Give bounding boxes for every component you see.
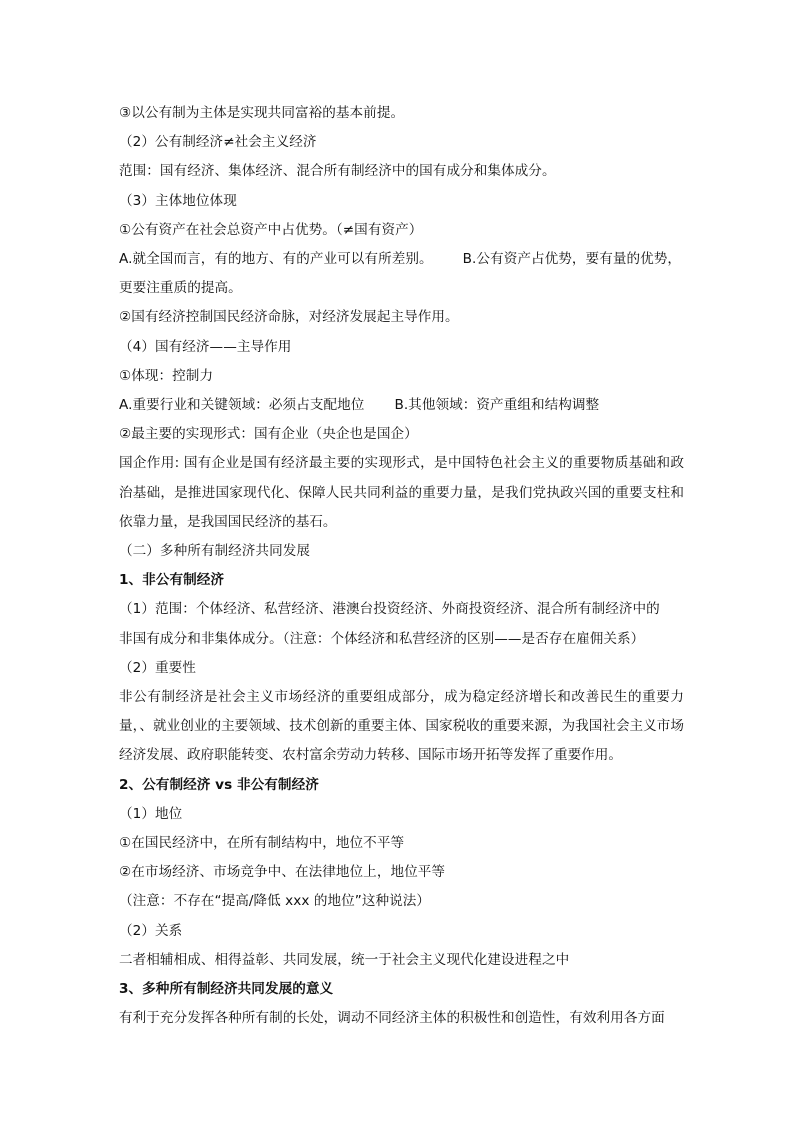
text-line: 非国有成分和非集体成分。（注意：个体经济和私营经济的区别——是否存在雇佣关系） <box>119 630 645 647</box>
section-heading: （2）关系 <box>119 922 183 939</box>
section-heading: （1）地位 <box>119 805 183 822</box>
text-line: 范围：国有经济、集体经济、混合所有制经济中的国有成分和集体成分。 <box>119 163 556 180</box>
note-line: （注意：不存在“提高/降低 xxx 的地位”这种说法） <box>119 893 431 910</box>
text-line: ①在国民经济中，在所有制结构中，地位不平等 <box>119 835 405 852</box>
section-heading: （二）多种所有制经济共同发展 <box>119 543 311 560</box>
subsection-heading: 3、多种所有制经济共同发展的意义 <box>119 981 334 998</box>
text-line: ①体现：控制力 <box>119 367 214 384</box>
paragraph-soe-role: 国企作用: 国有企业是国有经济最主要的实现形式，是中国特色社会主义的重要物质基础和政治基础，是推进国家现代化、保障人民共同利益的重要力量，是我们党执政兴国的重要支柱和依靠力量，是我国国民经济的基石。 <box>119 455 684 530</box>
point-b: B.其他领域：资产重组和结构调整 <box>394 397 600 414</box>
paragraph-importance: 非公有制经济是社会主义市场经济的重要组成部分，成为稳定经济增长和改善民生的重要力量，、就业创业的主要领域、技术创新的重要主体、国家税收的重要来源，为我国社会主义市场经济发展、政府职能转变、农村富余劳动力转移、国际市场开拓等发挥了重要作用。 <box>119 689 684 764</box>
point-b: B.公有资产占优势，要有量的优势， <box>462 251 682 268</box>
section-heading: （2）公有制经济≠社会主义经济 <box>119 134 317 151</box>
text-line: ②国有经济控制国民经济命脉，对经济发展起主导作用。 <box>119 309 459 326</box>
text-line: ②在市场经济、市场竞争中、在法律地位上，地位平等 <box>119 864 446 881</box>
text-line: ①公有资产在社会总资产中占优势。（≠国有资产） <box>119 221 423 238</box>
text-line: ②最主要的实现形式：国有企业（央企也是国企） <box>119 426 418 443</box>
text-line: 更要注重质的提高。 <box>119 280 242 297</box>
section-heading: （4）国有经济——主导作用 <box>119 338 292 355</box>
section-heading: （3）主体地位体现 <box>119 192 237 209</box>
section-heading: （2）重要性 <box>119 659 196 676</box>
point-a: A.就全国而言，有的地方、有的产业可以有所差别。 <box>119 251 433 268</box>
subsection-heading: 2、公有制经济 vs 非公有制经济 <box>119 776 319 793</box>
text-line: ③以公有制为主体是实现共同富裕的基本前提。 <box>119 105 405 121</box>
text-line: （1）范围：个体经济、私营经济、港澳台投资经济、外商投资经济、混合所有制经济中的 <box>119 601 660 618</box>
text-line: 有利于充分发挥各种所有制的长处，调动不同经济主体的积极性和创造性，有效利用各方面 <box>119 1010 665 1027</box>
subsection-heading: 1、非公有制经济 <box>119 572 225 589</box>
document-body <box>119 99 684 1034</box>
text-line: 二者相辅相成、相得益彰、共同发展，统一于社会主义现代化建设进程之中 <box>119 951 570 968</box>
text-line-ab <box>119 245 684 274</box>
text-line-ab <box>119 391 684 420</box>
point-a: A.重要行业和关键领域：必须占支配地位 <box>119 397 365 414</box>
